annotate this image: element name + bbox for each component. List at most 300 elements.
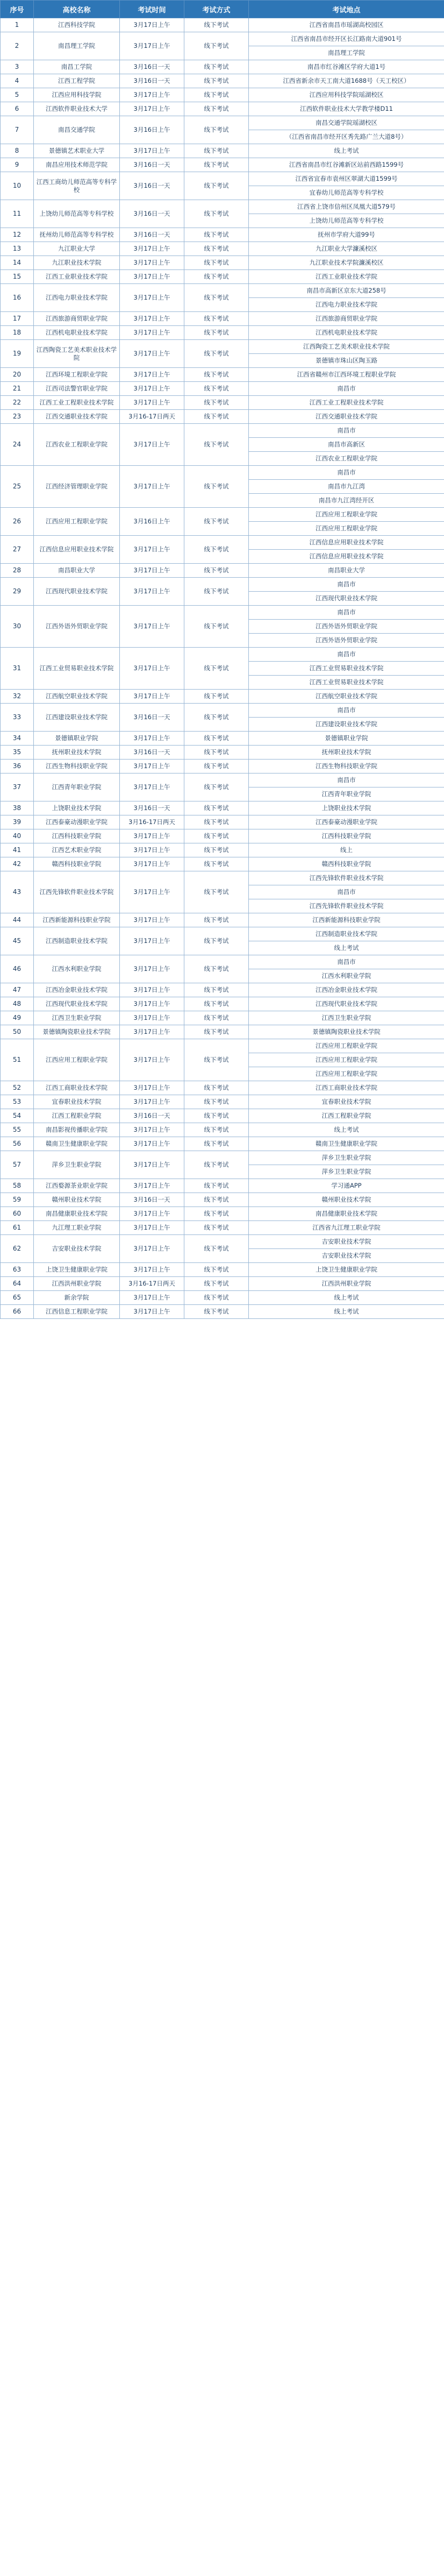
cell-method: 线下考试 bbox=[184, 312, 249, 326]
table-row bbox=[1, 1025, 444, 1039]
cell-site: 学习通APP bbox=[249, 1179, 444, 1193]
cell-no: 31 bbox=[1, 648, 34, 690]
cell-time: 3月17日上午 bbox=[120, 871, 184, 913]
cell-site: 江西科技职业学院 bbox=[249, 829, 444, 843]
cell-method: 线下考试 bbox=[184, 927, 249, 955]
cell-site: 萍乡卫生职业学院 bbox=[249, 1151, 444, 1165]
cell-no: 6 bbox=[1, 102, 34, 116]
cell-method: 线下考试 bbox=[184, 1095, 249, 1109]
cell-method: 线下考试 bbox=[184, 410, 249, 424]
cell-time: 3月17日上午 bbox=[120, 256, 184, 270]
cell-site: 江西省南昌市瑶湖高校园区 bbox=[249, 18, 444, 32]
cell-method: 线下考试 bbox=[184, 704, 249, 732]
table-row bbox=[1, 564, 444, 578]
cell-time: 3月17日上午 bbox=[120, 32, 184, 60]
table-row bbox=[1, 116, 444, 130]
cell-time: 3月16日上午 bbox=[120, 508, 184, 536]
cell-site: （江西省南昌市经开区秀先路广兰大道8号） bbox=[249, 130, 444, 144]
table-row bbox=[1, 648, 444, 662]
cell-no: 23 bbox=[1, 410, 34, 424]
cell-no: 26 bbox=[1, 508, 34, 536]
table-row bbox=[1, 74, 444, 88]
cell-site: 江西省南昌市经开区长江路南大道901号 bbox=[249, 32, 444, 46]
cell-school: 赣西科技职业学院 bbox=[34, 857, 120, 871]
cell-site: 线上考试 bbox=[249, 144, 444, 158]
table-row bbox=[1, 1305, 444, 1319]
table-row bbox=[1, 312, 444, 326]
cell-school: 江西电力职业技术学院 bbox=[34, 284, 120, 312]
table-row bbox=[1, 424, 444, 438]
cell-site: 南昌市 bbox=[249, 955, 444, 969]
cell-school: 江西工程学院 bbox=[34, 74, 120, 88]
table-row bbox=[1, 326, 444, 340]
cell-method: 线下考试 bbox=[184, 1011, 249, 1025]
table-row bbox=[1, 913, 444, 927]
cell-site: 吉安职业技术学院 bbox=[249, 1235, 444, 1249]
table-row bbox=[1, 1235, 444, 1249]
table-row bbox=[1, 815, 444, 829]
cell-no: 27 bbox=[1, 536, 34, 564]
cell-no: 8 bbox=[1, 144, 34, 158]
cell-site: 江西先锋软件职业技术学院 bbox=[249, 899, 444, 913]
cell-school: 吉安职业技术学院 bbox=[34, 1235, 120, 1263]
cell-school: 江西工业职业技术学院 bbox=[34, 270, 120, 284]
cell-school: 江西应用工程职业学院 bbox=[34, 1039, 120, 1081]
cell-no: 45 bbox=[1, 927, 34, 955]
cell-school: 江西洪州职业学院 bbox=[34, 1277, 120, 1291]
cell-site: 南昌职业大学 bbox=[249, 564, 444, 578]
cell-school: 九江理工职业学院 bbox=[34, 1221, 120, 1235]
cell-method: 线下考试 bbox=[184, 1109, 249, 1123]
cell-method: 线下考试 bbox=[184, 843, 249, 857]
cell-school: 江西青年职业学院 bbox=[34, 773, 120, 801]
cell-no: 59 bbox=[1, 1193, 34, 1207]
table-row bbox=[1, 340, 444, 354]
cell-school: 南昌健康职业技术学院 bbox=[34, 1207, 120, 1221]
cell-school: 江西现代职业技术学院 bbox=[34, 997, 120, 1011]
cell-time: 3月17日上午 bbox=[120, 1025, 184, 1039]
cell-no: 35 bbox=[1, 746, 34, 760]
cell-method: 线下考试 bbox=[184, 144, 249, 158]
table-row bbox=[1, 396, 444, 410]
cell-no: 46 bbox=[1, 955, 34, 983]
cell-time: 3月16-17日两天 bbox=[120, 410, 184, 424]
cell-time: 3月17日上午 bbox=[120, 102, 184, 116]
cell-site: 宜春职业技术学院 bbox=[249, 1095, 444, 1109]
cell-site: 江西新能源科技职业学院 bbox=[249, 913, 444, 927]
cell-school: 江西软件职业技术大学 bbox=[34, 102, 120, 116]
cell-time: 3月17日上午 bbox=[120, 955, 184, 983]
cell-school: 江西卫生职业学院 bbox=[34, 1011, 120, 1025]
cell-school: 江西建设职业技术学院 bbox=[34, 704, 120, 732]
cell-no: 56 bbox=[1, 1137, 34, 1151]
cell-method: 线下考试 bbox=[184, 256, 249, 270]
cell-time: 3月16日一天 bbox=[120, 1109, 184, 1123]
table-row bbox=[1, 690, 444, 704]
cell-no: 9 bbox=[1, 158, 34, 172]
cell-method: 线下考试 bbox=[184, 1277, 249, 1291]
cell-no: 21 bbox=[1, 382, 34, 396]
cell-method: 线下考试 bbox=[184, 270, 249, 284]
cell-time: 3月17日上午 bbox=[120, 144, 184, 158]
header-site: 考试地点 bbox=[249, 1, 444, 18]
table-row bbox=[1, 1081, 444, 1095]
header-method: 考试方式 bbox=[184, 1, 249, 18]
cell-site: 江西工业贸易职业技术学院 bbox=[249, 676, 444, 690]
cell-no: 20 bbox=[1, 368, 34, 382]
cell-site: 江西应用工程职业学院 bbox=[249, 1039, 444, 1053]
cell-school: 江西婺源茶业职业学院 bbox=[34, 1179, 120, 1193]
cell-time: 3月16日一天 bbox=[120, 74, 184, 88]
cell-method: 线下考试 bbox=[184, 74, 249, 88]
cell-time: 3月17日上午 bbox=[120, 18, 184, 32]
cell-no: 5 bbox=[1, 88, 34, 102]
cell-site: 江西现代职业技术学院 bbox=[249, 592, 444, 606]
cell-method: 线下考试 bbox=[184, 1305, 249, 1319]
cell-method: 线下考试 bbox=[184, 116, 249, 144]
cell-method: 线下考试 bbox=[184, 857, 249, 871]
cell-method: 线下考试 bbox=[184, 983, 249, 997]
cell-time: 3月17日上午 bbox=[120, 1263, 184, 1277]
cell-no: 55 bbox=[1, 1123, 34, 1137]
cell-site: 江西应用工程职业学院 bbox=[249, 1053, 444, 1067]
cell-site: 南昌市红谷滩区学府大道1号 bbox=[249, 60, 444, 74]
cell-site: 南昌市 bbox=[249, 885, 444, 899]
cell-school: 江西应用工程职业学院 bbox=[34, 508, 120, 536]
cell-time: 3月17日上午 bbox=[120, 242, 184, 256]
cell-time: 3月17日上午 bbox=[120, 732, 184, 746]
cell-site: 南昌市 bbox=[249, 773, 444, 787]
cell-time: 3月17日上午 bbox=[120, 829, 184, 843]
cell-school: 萍乡卫生职业学院 bbox=[34, 1151, 120, 1179]
cell-time: 3月16日一天 bbox=[120, 801, 184, 815]
cell-no: 10 bbox=[1, 172, 34, 200]
cell-school: 抚州幼儿师范高等专科学校 bbox=[34, 228, 120, 242]
table-body bbox=[1, 18, 444, 1319]
cell-school: 江西司法警官职业学院 bbox=[34, 382, 120, 396]
cell-time: 3月17日上午 bbox=[120, 284, 184, 312]
header-time: 考试时间 bbox=[120, 1, 184, 18]
cell-method: 线下考试 bbox=[184, 1025, 249, 1039]
cell-method: 线下考试 bbox=[184, 508, 249, 536]
cell-method: 线下考试 bbox=[184, 102, 249, 116]
table-row bbox=[1, 606, 444, 620]
table-row bbox=[1, 773, 444, 787]
cell-school: 江西工程职业学院 bbox=[34, 1109, 120, 1123]
cell-method: 线下考试 bbox=[184, 60, 249, 74]
cell-site: 江西工程职业学院 bbox=[249, 1109, 444, 1123]
cell-school: 赣州职业技术学院 bbox=[34, 1193, 120, 1207]
cell-time: 3月16日一天 bbox=[120, 172, 184, 200]
cell-site: 江西外语外贸职业学院 bbox=[249, 620, 444, 634]
cell-time: 3月17日上午 bbox=[120, 466, 184, 508]
cell-site: 江西工商职业技术学院 bbox=[249, 1081, 444, 1095]
cell-site: 线上考试 bbox=[249, 941, 444, 955]
cell-method: 线下考试 bbox=[184, 284, 249, 312]
header-no: 序号 bbox=[1, 1, 34, 18]
cell-method: 线下考试 bbox=[184, 760, 249, 773]
cell-no: 36 bbox=[1, 760, 34, 773]
table-row bbox=[1, 256, 444, 270]
cell-site: 宜春幼儿师范高等专科学校 bbox=[249, 186, 444, 200]
cell-time: 3月17日上午 bbox=[120, 1207, 184, 1221]
cell-no: 19 bbox=[1, 340, 34, 368]
cell-site: 江西交通职业技术学院 bbox=[249, 410, 444, 424]
cell-school: 江西艺术职业学院 bbox=[34, 843, 120, 857]
cell-site: 江西现代职业技术学院 bbox=[249, 997, 444, 1011]
cell-no: 49 bbox=[1, 1011, 34, 1025]
table-row bbox=[1, 927, 444, 941]
cell-school: 南昌工学院 bbox=[34, 60, 120, 74]
cell-site: 江西应用工程职业学院 bbox=[249, 522, 444, 536]
table-row bbox=[1, 172, 444, 186]
cell-no: 54 bbox=[1, 1109, 34, 1123]
cell-no: 60 bbox=[1, 1207, 34, 1221]
cell-school: 江西环境工程职业学院 bbox=[34, 368, 120, 382]
cell-time: 3月17日上午 bbox=[120, 326, 184, 340]
cell-site: 江西生物科技职业学院 bbox=[249, 760, 444, 773]
cell-school: 江西泰豪动漫职业学院 bbox=[34, 815, 120, 829]
cell-site: 上饶卫生健康职业学院 bbox=[249, 1263, 444, 1277]
cell-no: 66 bbox=[1, 1305, 34, 1319]
cell-school: 九江职业大学 bbox=[34, 242, 120, 256]
cell-school: 南昌影视传播职业学院 bbox=[34, 1123, 120, 1137]
cell-time: 3月17日上午 bbox=[120, 606, 184, 648]
cell-method: 线下考试 bbox=[184, 32, 249, 60]
cell-site: 南昌市高新区 bbox=[249, 438, 444, 452]
cell-school: 江西航空职业技术学院 bbox=[34, 690, 120, 704]
table-row bbox=[1, 1263, 444, 1277]
cell-site: 江西省赣州市江西环境工程职业学院 bbox=[249, 368, 444, 382]
cell-method: 线下考试 bbox=[184, 997, 249, 1011]
cell-no: 42 bbox=[1, 857, 34, 871]
table-row bbox=[1, 704, 444, 718]
cell-site: 江西应用科技学院瑶湖校区 bbox=[249, 88, 444, 102]
cell-method: 线下考试 bbox=[184, 466, 249, 508]
cell-time: 3月17日上午 bbox=[120, 1221, 184, 1235]
cell-site: 江西信息应用职业技术学院 bbox=[249, 536, 444, 550]
cell-site: 江西省上饶市信州区凤凰大道579号 bbox=[249, 200, 444, 214]
table-row bbox=[1, 843, 444, 857]
cell-site: 江西信息应用职业技术学院 bbox=[249, 550, 444, 564]
cell-method: 线下考试 bbox=[184, 606, 249, 648]
cell-time: 3月17日上午 bbox=[120, 536, 184, 564]
table-row bbox=[1, 1095, 444, 1109]
cell-time: 3月17日上午 bbox=[120, 368, 184, 382]
cell-no: 52 bbox=[1, 1081, 34, 1095]
cell-no: 61 bbox=[1, 1221, 34, 1235]
cell-no: 37 bbox=[1, 773, 34, 801]
cell-time: 3月16日一天 bbox=[120, 228, 184, 242]
cell-site: 南昌理工学院 bbox=[249, 46, 444, 60]
cell-school: 江西经济管理职业学院 bbox=[34, 466, 120, 508]
cell-school: 景德镇艺术职业大学 bbox=[34, 144, 120, 158]
cell-time: 3月17日上午 bbox=[120, 312, 184, 326]
cell-no: 64 bbox=[1, 1277, 34, 1291]
cell-site: 江西泰豪动漫职业学院 bbox=[249, 815, 444, 829]
cell-school: 江西生物科技职业学院 bbox=[34, 760, 120, 773]
cell-site: 线上考试 bbox=[249, 1291, 444, 1305]
cell-no: 2 bbox=[1, 32, 34, 60]
cell-site: 抚州市学府大道99号 bbox=[249, 228, 444, 242]
cell-time: 3月17日上午 bbox=[120, 88, 184, 102]
header-school: 高校名称 bbox=[34, 1, 120, 18]
cell-method: 线下考试 bbox=[184, 829, 249, 843]
cell-time: 3月17日上午 bbox=[120, 997, 184, 1011]
cell-school: 江西水利职业学院 bbox=[34, 955, 120, 983]
table-row bbox=[1, 801, 444, 815]
cell-method: 线下考试 bbox=[184, 382, 249, 396]
table-row bbox=[1, 760, 444, 773]
cell-no: 28 bbox=[1, 564, 34, 578]
cell-school: 江西应用科技学院 bbox=[34, 88, 120, 102]
table-row bbox=[1, 1137, 444, 1151]
cell-time: 3月17日上午 bbox=[120, 1039, 184, 1081]
table-row bbox=[1, 158, 444, 172]
cell-method: 线下考试 bbox=[184, 1193, 249, 1207]
cell-school: 江西先锋软件职业技术学院 bbox=[34, 871, 120, 913]
table-row bbox=[1, 857, 444, 871]
cell-site: 南昌市高新区京东大道258号 bbox=[249, 284, 444, 298]
cell-method: 线下考试 bbox=[184, 1137, 249, 1151]
cell-time: 3月16日上午 bbox=[120, 116, 184, 144]
cell-method: 线下考试 bbox=[184, 340, 249, 368]
cell-school: 江西信息应用职业技术学院 bbox=[34, 536, 120, 564]
cell-school: 南昌理工学院 bbox=[34, 32, 120, 60]
cell-school: 南昌职业大学 bbox=[34, 564, 120, 578]
cell-site: 南昌市九江湾 bbox=[249, 480, 444, 494]
cell-time: 3月17日上午 bbox=[120, 396, 184, 410]
cell-school: 江西冶金职业技术学院 bbox=[34, 983, 120, 997]
cell-time: 3月17日上午 bbox=[120, 913, 184, 927]
table-row bbox=[1, 200, 444, 214]
cell-method: 线下考试 bbox=[184, 871, 249, 913]
cell-school: 江西信息工程职业学院 bbox=[34, 1305, 120, 1319]
cell-site: 景德镇陶瓷职业技术学院 bbox=[249, 1025, 444, 1039]
cell-no: 48 bbox=[1, 997, 34, 1011]
cell-method: 线下考试 bbox=[184, 326, 249, 340]
table-row bbox=[1, 1221, 444, 1235]
cell-no: 65 bbox=[1, 1291, 34, 1305]
cell-time: 3月16-17日两天 bbox=[120, 1277, 184, 1291]
cell-time: 3月17日上午 bbox=[120, 1123, 184, 1137]
cell-time: 3月17日上午 bbox=[120, 1137, 184, 1151]
table-row bbox=[1, 1011, 444, 1025]
cell-school: 南昌应用技术师范学院 bbox=[34, 158, 120, 172]
cell-site: 江西机电职业技术学院 bbox=[249, 326, 444, 340]
cell-school: 江西陶瓷工艺美术职业技术学院 bbox=[34, 340, 120, 368]
cell-no: 32 bbox=[1, 690, 34, 704]
cell-school: 江西工商职业技术学院 bbox=[34, 1081, 120, 1095]
cell-site: 江西旅游商贸职业学院 bbox=[249, 312, 444, 326]
cell-school: 江西科技学院 bbox=[34, 18, 120, 32]
cell-time: 3月17日上午 bbox=[120, 340, 184, 368]
cell-time: 3月17日上午 bbox=[120, 648, 184, 690]
cell-time: 3月16日一天 bbox=[120, 746, 184, 760]
cell-no: 14 bbox=[1, 256, 34, 270]
cell-site: 江西省南昌市红谷滩新区站前西路1599号 bbox=[249, 158, 444, 172]
cell-site: 江西应用工程职业学院 bbox=[249, 1067, 444, 1081]
cell-site: 南昌市 bbox=[249, 382, 444, 396]
cell-method: 线下考试 bbox=[184, 801, 249, 815]
cell-school: 上饶卫生健康职业学院 bbox=[34, 1263, 120, 1277]
cell-method: 线下考试 bbox=[184, 732, 249, 746]
cell-no: 24 bbox=[1, 424, 34, 466]
cell-school: 江西现代职业技术学院 bbox=[34, 578, 120, 606]
cell-time: 3月16日一天 bbox=[120, 1193, 184, 1207]
cell-no: 34 bbox=[1, 732, 34, 746]
table-row bbox=[1, 997, 444, 1011]
cell-site: 线上 bbox=[249, 843, 444, 857]
cell-method: 线下考试 bbox=[184, 396, 249, 410]
cell-method: 线下考试 bbox=[184, 690, 249, 704]
cell-no: 39 bbox=[1, 815, 34, 829]
table-row bbox=[1, 955, 444, 969]
cell-school: 江西农业工程职业学院 bbox=[34, 424, 120, 466]
table-row bbox=[1, 382, 444, 396]
cell-site: 抚州职业技术学院 bbox=[249, 746, 444, 760]
cell-site: 南昌市 bbox=[249, 648, 444, 662]
cell-school: 江西旅游商贸职业学院 bbox=[34, 312, 120, 326]
cell-method: 线下考试 bbox=[184, 913, 249, 927]
cell-time: 3月17日上午 bbox=[120, 1235, 184, 1263]
cell-time: 3月17日上午 bbox=[120, 843, 184, 857]
cell-site: 江西农业工程职业学院 bbox=[249, 452, 444, 466]
table-row bbox=[1, 102, 444, 116]
cell-no: 25 bbox=[1, 466, 34, 508]
cell-time: 3月17日上午 bbox=[120, 1081, 184, 1095]
table-row bbox=[1, 1193, 444, 1207]
table-row bbox=[1, 88, 444, 102]
cell-no: 22 bbox=[1, 396, 34, 410]
cell-time: 3月17日上午 bbox=[120, 1095, 184, 1109]
cell-site: 江西洪州职业学院 bbox=[249, 1277, 444, 1291]
cell-no: 58 bbox=[1, 1179, 34, 1193]
cell-site: 江西工业贸易职业技术学院 bbox=[249, 662, 444, 676]
cell-school: 江西交通职业技术学院 bbox=[34, 410, 120, 424]
cell-time: 3月17日上午 bbox=[120, 773, 184, 801]
cell-time: 3月17日上午 bbox=[120, 1011, 184, 1025]
cell-site: 江西软件职业技术大学教学楼D11 bbox=[249, 102, 444, 116]
cell-method: 线下考试 bbox=[184, 368, 249, 382]
cell-method: 线下考试 bbox=[184, 955, 249, 983]
cell-no: 4 bbox=[1, 74, 34, 88]
cell-site: 江西卫生职业学院 bbox=[249, 1011, 444, 1025]
cell-site: 萍乡卫生职业学院 bbox=[249, 1165, 444, 1179]
table-row bbox=[1, 18, 444, 32]
table-row bbox=[1, 578, 444, 592]
cell-method: 线下考试 bbox=[184, 1207, 249, 1221]
cell-school: 九江职业技术学院 bbox=[34, 256, 120, 270]
table-row bbox=[1, 1277, 444, 1291]
cell-site: 南昌市九江湾经开区 bbox=[249, 494, 444, 508]
cell-site: 线上考试 bbox=[249, 1123, 444, 1137]
cell-site: 南昌市 bbox=[249, 578, 444, 592]
cell-method: 线下考试 bbox=[184, 1235, 249, 1263]
cell-no: 47 bbox=[1, 983, 34, 997]
cell-method: 线下考试 bbox=[184, 1081, 249, 1095]
cell-method: 线下考试 bbox=[184, 564, 249, 578]
cell-school: 上饶幼儿师范高等专科学校 bbox=[34, 200, 120, 228]
cell-method: 线下考试 bbox=[184, 158, 249, 172]
cell-site: 江西外语外贸职业学院 bbox=[249, 634, 444, 648]
table-row bbox=[1, 32, 444, 46]
cell-site: 江西制造职业技术学院 bbox=[249, 927, 444, 941]
cell-site: 南昌市 bbox=[249, 704, 444, 718]
cell-method: 线下考试 bbox=[184, 648, 249, 690]
table-row bbox=[1, 1207, 444, 1221]
cell-school: 南昌交通学院 bbox=[34, 116, 120, 144]
